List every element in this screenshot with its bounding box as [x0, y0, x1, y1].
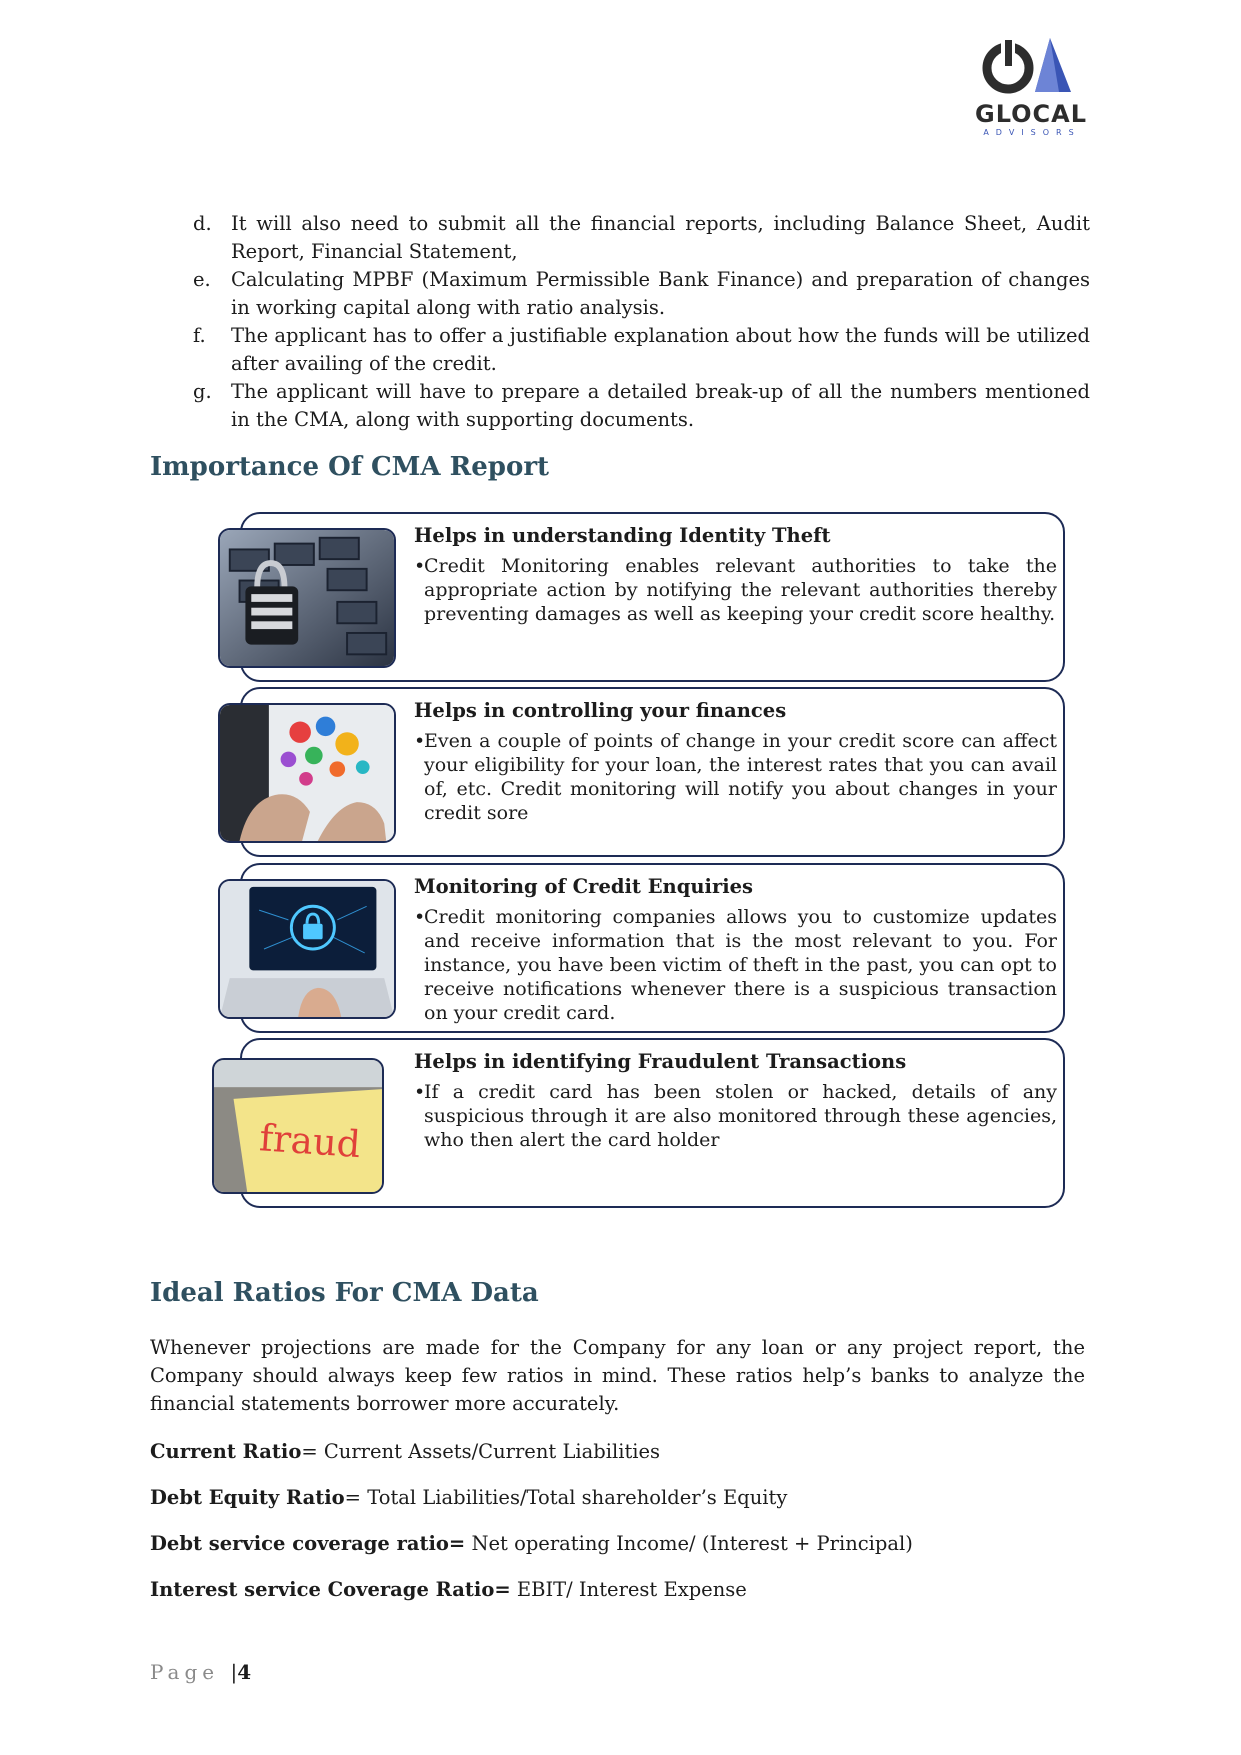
logo-subtitle: ADVISORS: [983, 128, 1081, 137]
fraud-text: fraud: [257, 1116, 362, 1167]
list-item-text: The applicant has to offer a justifiable explanation about how the funds will be utilized after availing of the credit.: [231, 324, 1090, 375]
page-label: Page: [150, 1660, 220, 1684]
list-marker: f.: [193, 324, 206, 347]
list-marker: g.: [193, 380, 212, 403]
card-body: [414, 905, 1057, 1025]
formula-label: Debt service coverage ratio=: [150, 1532, 466, 1555]
bullet: •: [414, 555, 426, 577]
logo-name: GLOCAL: [975, 100, 1088, 128]
formula-current-ratio: [150, 1440, 660, 1463]
card-body: [414, 554, 1057, 626]
formula-label: Debt Equity Ratio: [150, 1486, 345, 1509]
card-title: Helps in identifying Fraudulent Transactions: [414, 1050, 907, 1073]
card-body-text: Credit Monitoring enables relevant authorities to take the appropriate action by notifying the relevant authorities thereby preventing damages as well as keeping your credit score healthy.: [424, 555, 1057, 625]
card-body: [414, 729, 1057, 825]
list-marker: d.: [193, 212, 212, 235]
importance-heading: Importance Of CMA Report: [150, 452, 550, 482]
formula-debt-service: [150, 1532, 913, 1555]
bullet: •: [414, 906, 426, 928]
glocal-advisors-logo: [975, 38, 1095, 138]
formula-label: Interest service Coverage Ratio=: [150, 1578, 511, 1601]
list-item-text: Calculating MPBF (Maximum Permissible Bank Finance) and preparation of changes in working capital along with ratio analysis.: [231, 268, 1090, 319]
list-item-text: It will also need to submit all the financial reports, including Balance Sheet, Audit Report, Financial Statement,: [231, 212, 1090, 263]
formula-text: Net operating Income/ (Interest + Principal): [465, 1532, 913, 1555]
list-item: [190, 322, 1090, 378]
formula-label: Current Ratio: [150, 1440, 302, 1463]
list-item: [190, 210, 1090, 266]
requirements-list: [190, 210, 1090, 434]
formula-debt-equity: [150, 1486, 787, 1509]
formula-text: EBIT/ Interest Expense: [510, 1578, 747, 1601]
formula-interest-service: [150, 1578, 747, 1601]
card-title: Helps in understanding Identity Theft: [414, 524, 831, 547]
formula-text: = Current Assets/Current Liabilities: [301, 1440, 661, 1463]
card-body-text: Even a couple of points of change in your credit score can affect your eligibility for your loan, the interest rates that you can avail of, etc. Credit monitoring will notify you about changes in your credit sore: [424, 730, 1057, 824]
card-body-text: If a credit card has been stolen or hacked, details of any suspicious through it are also monitored through these agencies, who then alert the card holder: [424, 1081, 1057, 1151]
fraud-note-image: [212, 1058, 384, 1194]
formula-text: = Total Liabilities/Total shareholder’s Equity: [344, 1486, 788, 1509]
hands-icons-image: [218, 703, 396, 843]
bullet: •: [414, 730, 426, 752]
ratios-heading: Ideal Ratios For CMA Data: [150, 1278, 539, 1308]
padlock-keyboard-image: [218, 528, 396, 668]
list-item-text: The applicant will have to prepare a detailed break-up of all the numbers mentioned in the CMA, along with supporting documents.: [231, 380, 1090, 431]
page-footer: [150, 1660, 251, 1684]
page-number: 4: [237, 1660, 252, 1684]
card-body-text: Credit monitoring companies allows you to customize updates and receive information that is the most relevant to you. For instance, you have been victim of theft in the past, you can opt to receive notifications whenever there is a suspicious transaction on your credit card.: [424, 906, 1057, 1024]
list-item: [190, 266, 1090, 322]
list-marker: e.: [193, 268, 211, 291]
card-title: Helps in controlling your finances: [414, 699, 787, 722]
card-title: Monitoring of Credit Enquiries: [414, 875, 754, 898]
bullet: •: [414, 1081, 426, 1103]
page-separator: |: [230, 1660, 238, 1684]
card-body: [414, 1080, 1057, 1152]
ratios-intro: Whenever projections are made for the Company for any loan or any project report, the Company should always keep few ratios in mind. These ratios help’s banks to analyze the financial statements borrower more accurately.: [150, 1336, 1085, 1415]
logo-mark-icon: [975, 38, 1090, 100]
list-item: [190, 378, 1090, 434]
laptop-security-image: [218, 879, 396, 1019]
